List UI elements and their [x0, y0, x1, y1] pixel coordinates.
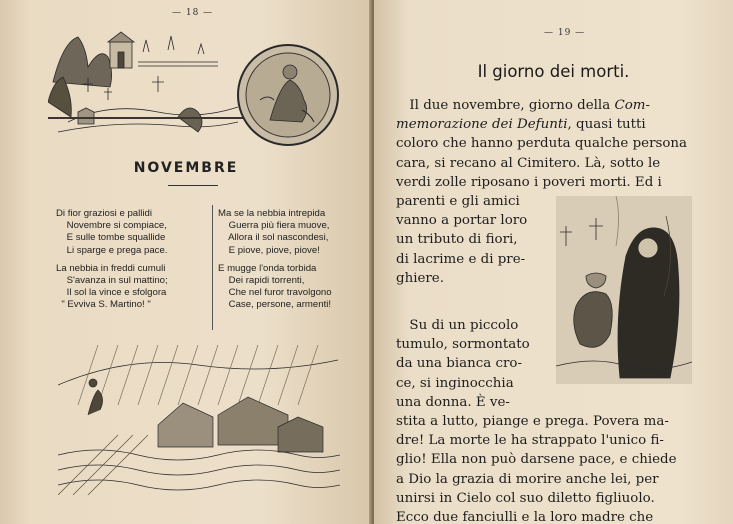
- poem-col1-line: Il sol la vince e sfolgora: [56, 287, 167, 299]
- text-line: stita a lutto, piange e prega. Povera ma-: [396, 414, 669, 430]
- text-line: cara, si recano al Cimitero. Là, sotto le: [396, 155, 661, 171]
- poem-col2-line: Allora il sol nascondesi,: [218, 232, 329, 244]
- text-line: memorazione dei Defunti, quasi tutti: [396, 117, 646, 133]
- poem-col2-line: E piove, piove, piove!: [218, 244, 320, 256]
- text-line: coloro che hanno perduta qualche persona: [396, 136, 688, 152]
- poem-col2-line: Guerra più fiera muove,: [218, 220, 330, 232]
- text-line: una donna. È ve-: [396, 394, 510, 410]
- text-line: ce, si inginocchia: [396, 375, 514, 391]
- text-line: Ecco due fanciulli e la loro madre che: [396, 510, 654, 524]
- chapter-text: [396, 96, 687, 524]
- text-line: a Dio la grazia di morire anche lei, per: [396, 471, 659, 487]
- flood-engraving: [58, 345, 340, 495]
- poem-column-divider: [212, 205, 213, 330]
- text-line: verdi zolle riposano i poveri morti. Ed i: [396, 174, 662, 190]
- chapter-title: Il giorno dei morti.: [477, 62, 630, 81]
- text-line: Il due novembre, giorno della Com-: [396, 98, 650, 113]
- saint-martin-medallion: [230, 40, 350, 150]
- poem-col1-line: Li sparge e prega pace.: [56, 244, 168, 256]
- left-page-number: — 18 —: [172, 8, 214, 18]
- text-line: di lacrime e di pre-: [396, 251, 526, 267]
- poem-col1-line: E sulle tombe squallide: [56, 232, 166, 244]
- text-line: tumulo, sormontato: [396, 337, 530, 353]
- poem-column-1: [56, 208, 168, 312]
- right-page: [374, 0, 733, 524]
- text-line: un tributo di fiori,: [396, 232, 518, 248]
- text-line: unirsi in Cielo col suo diletto figliuolo.: [396, 490, 655, 506]
- poem-col1-line: Di fior graziosi e pallidi: [56, 208, 152, 219]
- right-page-number: — 19 —: [544, 28, 586, 38]
- title-rule: [168, 185, 218, 186]
- poem-col1-line: La nebbia in freddi cumuli: [56, 262, 166, 274]
- poem-col1-line: S'avanza in sul mattino;: [56, 275, 168, 287]
- poem-col2-line: Ma se la nebbia intrepida: [218, 208, 326, 219]
- poem-col2-line: Case, persone, armenti!: [218, 299, 332, 311]
- text-line: dre! La morte le ha strappato l'unico fi-: [396, 433, 664, 449]
- poem-col1-line: Novembre si compiace,: [56, 220, 167, 232]
- text-line: parenti e gli amici: [396, 194, 520, 210]
- text-line: Su di un piccolo: [396, 318, 519, 334]
- poem-col2-line: Che nel furor travolgono: [218, 287, 332, 299]
- poem-col2-line: E mugge l'onda torbida: [218, 262, 317, 274]
- text-line: vanno a portar loro: [396, 213, 528, 229]
- text-line: da una bianca cro-: [396, 356, 522, 372]
- text-line: glio! Ella non può darsene pace, e chiede: [396, 452, 677, 468]
- poem-title: NOVEMBRE: [133, 160, 239, 176]
- poem-column-2: [218, 208, 332, 312]
- poem-col1-line: " Evviva S. Martino! ": [56, 299, 151, 311]
- text-line: ghiere.: [396, 270, 444, 286]
- poem-col2-line: Dei rapidi torrenti,: [218, 275, 305, 287]
- cemetery-engraving: [48, 22, 248, 142]
